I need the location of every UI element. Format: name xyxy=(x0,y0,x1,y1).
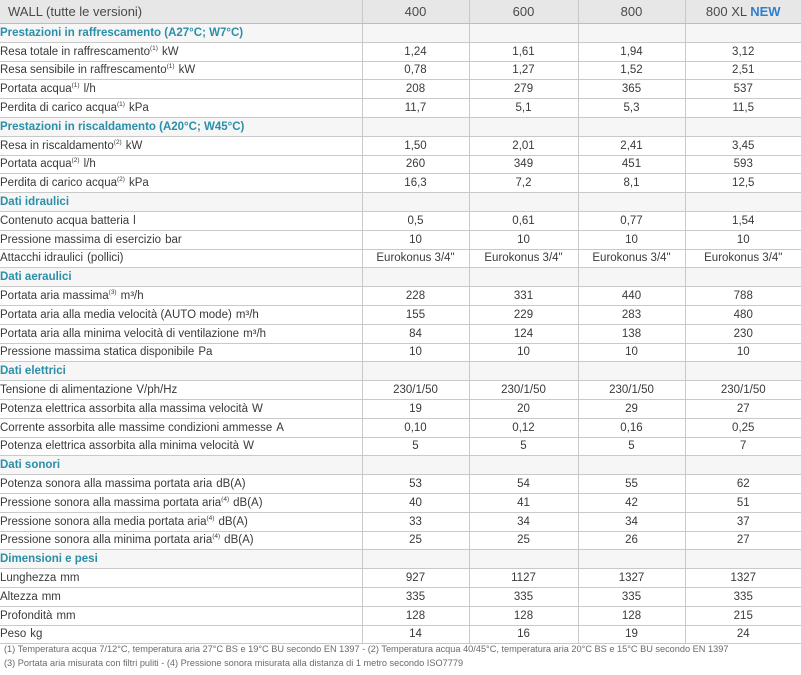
row-label-cell xyxy=(0,230,362,249)
footnote-ref: (1) xyxy=(116,101,125,109)
section-empty-cell xyxy=(685,117,801,136)
table-row xyxy=(0,418,801,437)
row-label: Pressione massima statica disponibile xyxy=(0,346,195,359)
value-cell: 138 xyxy=(578,324,685,343)
value-cell: 537 xyxy=(685,80,801,99)
section-empty-cell xyxy=(578,268,685,287)
value-cell: Eurokonus 3/4" xyxy=(469,249,578,268)
value-cell: 0,25 xyxy=(685,418,801,437)
value-cell: 10 xyxy=(469,343,578,362)
row-label: Peso xyxy=(0,628,27,641)
value-cell: 0,10 xyxy=(362,418,469,437)
row-label-cell xyxy=(0,569,362,588)
value-cell: 335 xyxy=(685,587,801,606)
value-cell: 12,5 xyxy=(685,174,801,193)
row-label: Portata aria alla media velocità (AUTO mode) xyxy=(0,308,232,321)
row-label-cell xyxy=(0,174,362,193)
row-label: Resa in riscaldamento xyxy=(0,139,114,152)
row-unit: kW xyxy=(125,139,143,152)
row-label-cell xyxy=(0,493,362,512)
section-title: Dati sonori xyxy=(0,456,362,475)
value-cell: 29 xyxy=(578,399,685,418)
row-label-cell xyxy=(0,418,362,437)
row-label-cell xyxy=(0,324,362,343)
row-unit: mm xyxy=(41,590,61,603)
value-cell: 16 xyxy=(469,625,578,644)
row-unit: dB(A) xyxy=(218,515,248,528)
footnote-ref: (1) xyxy=(71,82,80,90)
table-row xyxy=(0,211,801,230)
footnote: (3) Portata aria misurata con filtri puliti - (4) Pressione sonora misurata alla distanza di 1 metro secondo ISO7779 xyxy=(4,658,464,668)
row-label: Attacchi idraulici xyxy=(0,252,84,265)
value-cell: 1,54 xyxy=(685,211,801,230)
row-label-cell xyxy=(0,305,362,324)
value-cell: 0,78 xyxy=(362,61,469,80)
row-unit: m³/h xyxy=(243,327,267,340)
table-header xyxy=(0,0,801,24)
value-cell: 349 xyxy=(469,155,578,174)
section-title: Prestazioni in raffrescamento (A27°C; W7°C) xyxy=(0,24,362,43)
value-cell: 128 xyxy=(469,606,578,625)
row-label-cell xyxy=(0,249,362,268)
value-cell: 228 xyxy=(362,287,469,306)
value-cell: 128 xyxy=(362,606,469,625)
value-cell: 365 xyxy=(578,80,685,99)
table-row xyxy=(0,136,801,155)
table-row xyxy=(0,174,801,193)
table-row xyxy=(0,531,801,550)
value-cell: 1,94 xyxy=(578,42,685,61)
row-label-cell xyxy=(0,531,362,550)
row-label: Pressione sonora alla minima portata aria xyxy=(0,534,213,547)
section-empty-cell xyxy=(362,362,469,381)
model-600-header: 600 xyxy=(469,0,578,24)
value-cell: 2,41 xyxy=(578,136,685,155)
value-cell: 229 xyxy=(469,305,578,324)
footnotes xyxy=(4,642,799,670)
row-label-cell xyxy=(0,512,362,531)
row-unit: Pa xyxy=(198,346,213,359)
value-cell: 1,61 xyxy=(469,42,578,61)
row-label: Contenuto acqua batteria xyxy=(0,214,130,227)
value-cell: 593 xyxy=(685,155,801,174)
row-unit: m³/h xyxy=(120,290,144,303)
section-empty-cell xyxy=(578,362,685,381)
section-empty-cell xyxy=(362,117,469,136)
row-label-cell xyxy=(0,399,362,418)
value-cell: 230/1/50 xyxy=(469,381,578,400)
section-empty-cell xyxy=(685,362,801,381)
model-800xl-label: 800 XL xyxy=(705,4,747,19)
row-label: Perdita di carico acqua xyxy=(0,102,117,115)
section-title: Prestazioni in riscaldamento (A20°C; W45°C) xyxy=(0,117,362,136)
row-unit: m³/h xyxy=(235,308,259,321)
value-cell: 1,52 xyxy=(578,61,685,80)
row-label: Altezza xyxy=(0,590,38,603)
value-cell: 7,2 xyxy=(469,174,578,193)
value-cell: 40 xyxy=(362,493,469,512)
table-row xyxy=(0,475,801,494)
row-unit: W xyxy=(252,402,263,415)
value-cell: 54 xyxy=(469,475,578,494)
value-cell: 84 xyxy=(362,324,469,343)
header-row xyxy=(0,0,801,24)
row-label-cell xyxy=(0,343,362,362)
row-label-cell xyxy=(0,136,362,155)
row-unit: W xyxy=(243,440,254,453)
model-400-header: 400 xyxy=(362,0,469,24)
value-cell: 26 xyxy=(578,531,685,550)
value-cell: 230/1/50 xyxy=(578,381,685,400)
row-label-cell xyxy=(0,625,362,644)
section-empty-cell xyxy=(469,117,578,136)
row-label: Resa totale in raffrescamento xyxy=(0,45,151,58)
value-cell: 34 xyxy=(578,512,685,531)
row-label-cell xyxy=(0,475,362,494)
section-empty-cell xyxy=(469,268,578,287)
footnote-ref: (2) xyxy=(116,176,125,184)
table-row xyxy=(0,155,801,174)
section-empty-cell xyxy=(578,24,685,43)
footnote-ref: (3) xyxy=(108,289,117,297)
row-label: Portata aria alla minima velocità di ventilazione xyxy=(0,327,240,340)
footnote-ref: (1) xyxy=(166,63,175,71)
value-cell: 283 xyxy=(578,305,685,324)
value-cell: 230/1/50 xyxy=(685,381,801,400)
table-title: WALL (tutte le versioni) xyxy=(0,0,362,24)
section-header-row xyxy=(0,550,801,569)
row-label: Potenza elettrica assorbita alla massima velocità xyxy=(0,402,249,415)
value-cell: 41 xyxy=(469,493,578,512)
section-empty-cell xyxy=(578,193,685,212)
table-row xyxy=(0,80,801,99)
value-cell: 1327 xyxy=(578,569,685,588)
row-label: Pressione sonora alla media portata aria xyxy=(0,515,207,528)
row-label-cell xyxy=(0,80,362,99)
value-cell: 335 xyxy=(469,587,578,606)
footnote: (1) Temperatura acqua 7/12°C, temperatura aria 27°C BS e 19°C BU secondo EN 1397 - (2) Temperatura acqua 40/45°C, temperatura aria 20°C BS e 15°C BU secondo EN 1397 xyxy=(4,644,729,654)
value-cell: 24 xyxy=(685,625,801,644)
value-cell: 5 xyxy=(578,437,685,456)
section-empty-cell xyxy=(469,456,578,475)
section-empty-cell xyxy=(469,362,578,381)
value-cell: 3,12 xyxy=(685,42,801,61)
row-label-cell xyxy=(0,42,362,61)
value-cell: 155 xyxy=(362,305,469,324)
row-unit: V/ph/Hz xyxy=(136,384,178,397)
value-cell: 55 xyxy=(578,475,685,494)
value-cell: 19 xyxy=(578,625,685,644)
table-row xyxy=(0,399,801,418)
row-label: Portata acqua xyxy=(0,83,72,96)
value-cell: 25 xyxy=(469,531,578,550)
value-cell: 335 xyxy=(362,587,469,606)
section-header-row xyxy=(0,268,801,287)
section-header-row xyxy=(0,193,801,212)
value-cell: 5 xyxy=(469,437,578,456)
new-badge: NEW xyxy=(750,4,781,19)
footnote-ref: (2) xyxy=(113,138,122,146)
row-unit: kW xyxy=(178,64,196,77)
value-cell: 3,45 xyxy=(685,136,801,155)
value-cell: 2,51 xyxy=(685,61,801,80)
row-unit: kPa xyxy=(128,102,149,115)
value-cell: 208 xyxy=(362,80,469,99)
table-row xyxy=(0,606,801,625)
row-label: Potenza sonora alla massima portata aria xyxy=(0,478,213,491)
value-cell: 0,12 xyxy=(469,418,578,437)
section-empty-cell xyxy=(469,24,578,43)
section-header-row xyxy=(0,362,801,381)
table-body xyxy=(0,24,801,644)
row-unit: mm xyxy=(56,609,76,622)
footnote-ref: (4) xyxy=(212,533,221,541)
row-label: Potenza elettrica assorbita alla minima velocità xyxy=(0,440,240,453)
model-800-header: 800 xyxy=(578,0,685,24)
row-label: Perdita di carico acqua xyxy=(0,177,117,190)
table-row xyxy=(0,42,801,61)
value-cell: 260 xyxy=(362,155,469,174)
row-label-cell xyxy=(0,99,362,118)
value-cell: 0,16 xyxy=(578,418,685,437)
row-unit: dB(A) xyxy=(224,534,254,547)
value-cell: 10 xyxy=(362,343,469,362)
value-cell: 128 xyxy=(578,606,685,625)
value-cell: 1127 xyxy=(469,569,578,588)
section-title: Dati aeraulici xyxy=(0,268,362,287)
section-empty-cell xyxy=(578,117,685,136)
row-unit: kPa xyxy=(128,177,149,190)
footnote-ref: (4) xyxy=(206,514,215,522)
value-cell: 19 xyxy=(362,399,469,418)
table-row xyxy=(0,99,801,118)
value-cell: 480 xyxy=(685,305,801,324)
value-cell: 10 xyxy=(685,343,801,362)
row-unit: bar xyxy=(165,233,182,246)
section-empty-cell xyxy=(469,193,578,212)
value-cell: 10 xyxy=(362,230,469,249)
value-cell: 0,61 xyxy=(469,211,578,230)
value-cell: 927 xyxy=(362,569,469,588)
table-row xyxy=(0,493,801,512)
row-label-cell xyxy=(0,287,362,306)
value-cell: 34 xyxy=(469,512,578,531)
section-header-row xyxy=(0,456,801,475)
value-cell: Eurokonus 3/4" xyxy=(362,249,469,268)
value-cell: 230 xyxy=(685,324,801,343)
row-label: Pressione sonora alla massima portata aria xyxy=(0,496,222,509)
table-row xyxy=(0,381,801,400)
table-row xyxy=(0,625,801,644)
row-label-cell xyxy=(0,211,362,230)
value-cell: 0,77 xyxy=(578,211,685,230)
section-empty-cell xyxy=(685,24,801,43)
row-label: Lunghezza xyxy=(0,572,57,584)
row-label: Tensione di alimentazione xyxy=(0,384,133,397)
row-unit: kg xyxy=(30,628,43,641)
value-cell: 25 xyxy=(362,531,469,550)
section-title: Dati idraulici xyxy=(0,193,362,212)
value-cell: 27 xyxy=(685,399,801,418)
value-cell: 215 xyxy=(685,606,801,625)
section-empty-cell xyxy=(685,193,801,212)
value-cell: 27 xyxy=(685,531,801,550)
value-cell: 331 xyxy=(469,287,578,306)
value-cell: 1,50 xyxy=(362,136,469,155)
value-cell: 16,3 xyxy=(362,174,469,193)
value-cell: 788 xyxy=(685,287,801,306)
row-unit: l/h xyxy=(83,83,96,96)
row-label: Resa sensibile in raffrescamento xyxy=(0,64,167,77)
value-cell: 5,3 xyxy=(578,99,685,118)
table-row xyxy=(0,569,801,588)
row-label: Pressione massima di esercizio xyxy=(0,233,162,246)
row-unit: (pollici) xyxy=(87,252,124,265)
value-cell: 7 xyxy=(685,437,801,456)
row-label-cell xyxy=(0,61,362,80)
section-empty-cell xyxy=(578,550,685,569)
footnote-ref: (4) xyxy=(221,495,230,503)
value-cell: Eurokonus 3/4" xyxy=(578,249,685,268)
row-unit: kW xyxy=(161,45,179,58)
value-cell: 5,1 xyxy=(469,99,578,118)
value-cell: 51 xyxy=(685,493,801,512)
row-label: Profondità xyxy=(0,609,53,622)
value-cell: 2,01 xyxy=(469,136,578,155)
value-cell: 14 xyxy=(362,625,469,644)
model-800xl-header xyxy=(685,0,801,24)
value-cell: 37 xyxy=(685,512,801,531)
table-row xyxy=(0,249,801,268)
value-cell: 440 xyxy=(578,287,685,306)
row-label: Portata acqua xyxy=(0,158,72,171)
row-unit: dB(A) xyxy=(233,496,263,509)
value-cell: 11,7 xyxy=(362,99,469,118)
footnote-ref: (2) xyxy=(71,157,80,165)
value-cell: 1327 xyxy=(685,569,801,588)
value-cell: 11,5 xyxy=(685,99,801,118)
value-cell: Eurokonus 3/4" xyxy=(685,249,801,268)
row-label-cell xyxy=(0,437,362,456)
table-row xyxy=(0,61,801,80)
row-unit: mm xyxy=(60,572,80,584)
table-row xyxy=(0,343,801,362)
section-empty-cell xyxy=(685,550,801,569)
table-row xyxy=(0,587,801,606)
table-row xyxy=(0,287,801,306)
table-row xyxy=(0,230,801,249)
value-cell: 10 xyxy=(578,343,685,362)
value-cell: 230/1/50 xyxy=(362,381,469,400)
value-cell: 10 xyxy=(578,230,685,249)
row-label-cell xyxy=(0,155,362,174)
value-cell: 279 xyxy=(469,80,578,99)
table-row xyxy=(0,324,801,343)
value-cell: 5 xyxy=(362,437,469,456)
value-cell: 42 xyxy=(578,493,685,512)
table-row xyxy=(0,437,801,456)
row-label: Corrente assorbita alle massime condizioni ammesse xyxy=(0,421,273,434)
section-empty-cell xyxy=(578,456,685,475)
row-label: Portata aria massima xyxy=(0,290,109,303)
footnote-ref: (1) xyxy=(150,44,158,52)
value-cell: 20 xyxy=(469,399,578,418)
section-title: Dimensioni e pesi xyxy=(0,550,362,569)
value-cell: 1,24 xyxy=(362,42,469,61)
value-cell: 124 xyxy=(469,324,578,343)
section-empty-cell xyxy=(362,456,469,475)
value-cell: 0,5 xyxy=(362,211,469,230)
value-cell: 10 xyxy=(469,230,578,249)
value-cell: 8,1 xyxy=(578,174,685,193)
row-label-cell xyxy=(0,587,362,606)
section-header-row xyxy=(0,24,801,43)
value-cell: 10 xyxy=(685,230,801,249)
section-empty-cell xyxy=(362,24,469,43)
section-empty-cell xyxy=(362,550,469,569)
table-row xyxy=(0,512,801,531)
table-row xyxy=(0,305,801,324)
section-empty-cell xyxy=(685,268,801,287)
value-cell: 53 xyxy=(362,475,469,494)
row-label-cell xyxy=(0,606,362,625)
value-cell: 451 xyxy=(578,155,685,174)
section-empty-cell xyxy=(362,268,469,287)
row-unit: dB(A) xyxy=(216,478,246,491)
value-cell: 33 xyxy=(362,512,469,531)
row-label-cell xyxy=(0,381,362,400)
value-cell: 335 xyxy=(578,587,685,606)
section-title: Dati elettrici xyxy=(0,362,362,381)
section-empty-cell xyxy=(469,550,578,569)
section-empty-cell xyxy=(685,456,801,475)
row-unit: A xyxy=(276,421,284,434)
section-empty-cell xyxy=(362,193,469,212)
row-unit: l xyxy=(133,214,136,227)
row-unit: l/h xyxy=(83,158,96,171)
section-header-row xyxy=(0,117,801,136)
value-cell: 1,27 xyxy=(469,61,578,80)
value-cell: 62 xyxy=(685,475,801,494)
